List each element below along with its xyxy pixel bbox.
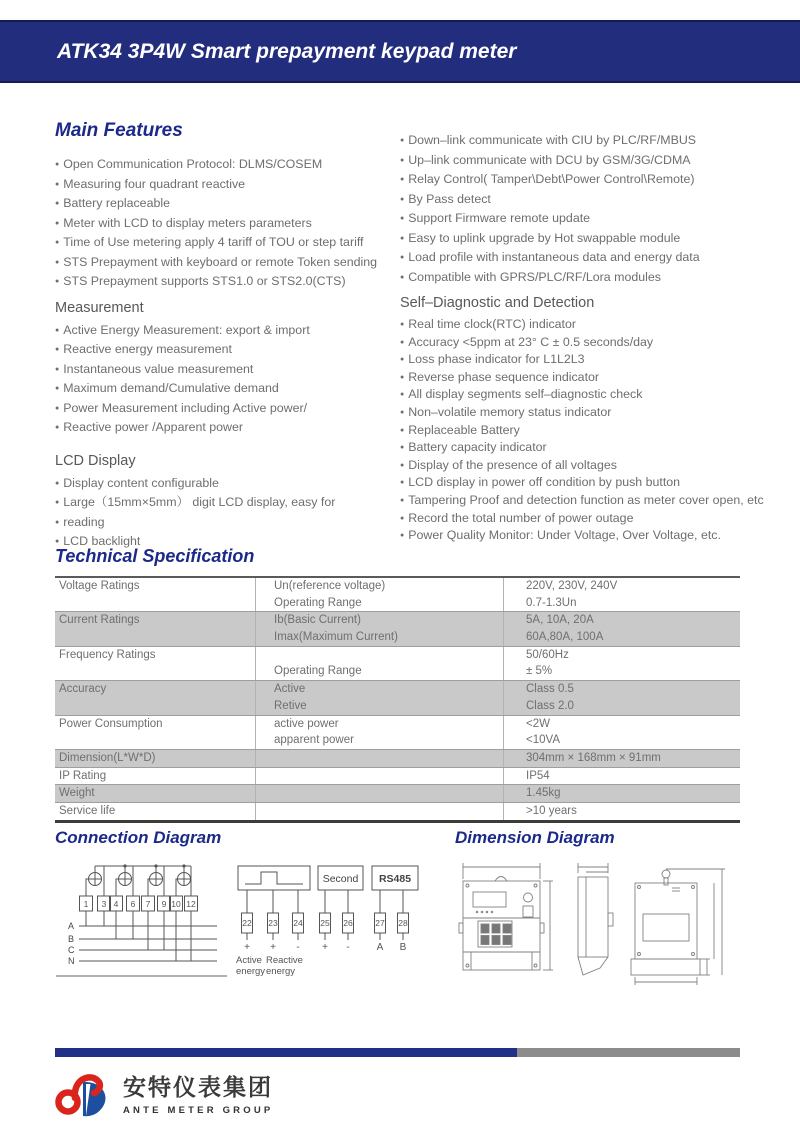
spec-cell: [55, 698, 255, 715]
phase-label: B: [68, 934, 75, 944]
pulse-label-active: Active energy: [236, 955, 266, 977]
right-column: [400, 131, 785, 545]
feature-item: [55, 360, 403, 380]
spec-row: [55, 663, 740, 680]
bullet-icon: ●: [400, 338, 405, 346]
spec-cell: ± 5%: [503, 663, 740, 680]
feature-text: Battery replaceable: [63, 196, 170, 210]
feature-item: [55, 194, 403, 214]
feature-item: [400, 474, 785, 492]
terminal-number: 23: [268, 918, 278, 928]
feature-item: [55, 418, 403, 438]
output-box-labels: [323, 873, 412, 885]
bullet-icon: ●: [400, 321, 405, 328]
feature-text: Real time clock(RTC) indicator: [408, 317, 577, 331]
spec-row: [55, 612, 740, 629]
sign-label: -: [296, 942, 300, 953]
spec-cell: Power Consumption: [59, 717, 163, 730]
terminal-number: 22: [242, 918, 252, 928]
feature-item: [400, 439, 785, 457]
spec-cell: Current Ratings: [59, 614, 140, 627]
terminal-number: 12: [186, 899, 196, 909]
bullet-icon: ●: [55, 404, 60, 412]
spec-group: [55, 803, 740, 820]
spec-cell: [255, 647, 503, 664]
bullet-icon: ●: [400, 215, 405, 222]
main-features-left-list: [55, 155, 403, 292]
spec-cell: apparent power: [255, 732, 503, 749]
bullet-icon: ●: [55, 385, 60, 392]
spec-cell: [255, 803, 503, 820]
spec-cell: Active: [255, 681, 503, 698]
feature-text: Reactive power /Apparent power: [63, 420, 243, 434]
terminal-number: 26: [343, 918, 353, 928]
wiring-lines: [79, 866, 217, 961]
sign-label: B: [399, 942, 407, 953]
spec-cell: 0.7-1.3Un: [503, 595, 740, 612]
bullet-icon: ●: [55, 161, 60, 168]
sign-label: -: [346, 942, 350, 953]
spec-group: [55, 647, 740, 680]
sign-label: A: [376, 942, 384, 953]
page-title: ATK34 3P4W Smart prepayment keypad meter: [57, 39, 517, 63]
spec-cell: Voltage Ratings: [59, 580, 140, 592]
feature-item: [400, 190, 785, 210]
feature-item: [55, 253, 403, 273]
bullet-icon: ●: [55, 424, 60, 431]
pulse-wave-icon: [245, 872, 303, 884]
feature-item: [400, 404, 785, 422]
spec-row: [55, 768, 740, 785]
bullet-icon: ●: [55, 258, 60, 266]
header-bar: [0, 20, 800, 83]
spec-row: [55, 803, 740, 820]
bullet-icon: ●: [400, 479, 405, 487]
spec-group: [55, 611, 740, 646]
terminal-number: 3: [101, 899, 107, 909]
terminal-number: 27: [375, 918, 385, 928]
spec-cell: 1.45kg: [503, 785, 740, 802]
spec-cell: Operating Range: [255, 663, 503, 680]
feature-text: Maximum demand/Cumulative demand: [63, 381, 279, 395]
bullet-icon: ●: [400, 408, 405, 416]
feature-item: [400, 369, 785, 387]
lcd-display-heading: LCD Display: [55, 452, 136, 469]
polarity-signs: [244, 942, 407, 953]
main-features-right-list: [400, 131, 785, 287]
feature-item: [55, 155, 403, 175]
sign-label: +: [322, 942, 328, 953]
spec-row: [55, 629, 740, 646]
logo-english-name: ANTE METER GROUP: [123, 1104, 274, 1116]
feature-item: [55, 272, 403, 292]
feature-text: Instantaneous value measurement: [63, 361, 254, 376]
connection-diagram-heading: Connection Diagram: [55, 828, 222, 847]
ante-logo-icon: [55, 1066, 115, 1118]
feature-item: [55, 399, 403, 419]
footer-rule: [55, 1048, 740, 1057]
footer-rule-blue: [55, 1048, 517, 1057]
logo-text: [123, 1069, 273, 1116]
feature-item: [400, 351, 785, 369]
feature-text: Support Firmware remote update: [408, 211, 591, 225]
measurement-heading: Measurement: [55, 299, 144, 316]
spec-cell: Frequency Ratings: [59, 648, 156, 661]
terminal-number: 6: [130, 899, 136, 909]
phase-label: A: [68, 921, 75, 931]
footer-rule-gray: [517, 1048, 740, 1057]
sign-label: +: [270, 942, 276, 953]
terminal-number: 9: [161, 899, 167, 909]
feature-text: Non–volatile memory status indicator: [408, 404, 612, 419]
spec-row: [55, 595, 740, 612]
bullet-icon: ●: [400, 391, 405, 399]
spec-cell: Class 0.5: [503, 681, 740, 698]
feature-item: [55, 474, 403, 494]
spec-row: [55, 750, 740, 767]
feature-text: Load profile with instantaneous data and energy data: [408, 250, 700, 264]
feature-text: Up–link communicate with DCU by GSM/3G/CDMA: [408, 152, 691, 167]
feature-text: Open Communication Protocol: DLMS/COSEM: [63, 157, 323, 171]
spec-cell: [55, 629, 255, 646]
feature-text: Time of Use metering apply 4 tariff of TOU or step tariff: [63, 235, 364, 249]
spec-group: [55, 784, 740, 803]
feature-text: Power Quality Monitor: Under Voltage, Over Voltage, etc.: [408, 528, 721, 543]
feature-item: [400, 457, 785, 475]
feature-text: Loss phase indicator for L1L2L3: [408, 352, 585, 367]
feature-item: [400, 422, 785, 440]
feature-item: [400, 131, 785, 151]
feature-text: Accuracy <5ppm at 23° C ± 0.5 seconds/day: [408, 334, 654, 349]
feature-item: [55, 340, 403, 360]
bullet-icon: ●: [400, 137, 405, 144]
terminal-number: 25: [320, 918, 330, 928]
bullet-icon: ●: [400, 496, 405, 504]
spec-group: [55, 768, 740, 785]
spec-row: [55, 716, 740, 733]
sign-label: +: [244, 942, 250, 953]
bullet-icon: ●: [400, 356, 405, 364]
bullet-icon: ●: [400, 273, 405, 281]
bullet-icon: ●: [400, 532, 405, 540]
feature-text: Battery capacity indicator: [408, 440, 547, 455]
spec-cell: Dimension(L*W*D): [59, 751, 156, 764]
spec-cell: Weight: [59, 787, 95, 800]
terminal-number: 28: [398, 918, 408, 928]
meter-side-view: [578, 863, 613, 975]
spec-cell: 220V, 230V, 240V: [503, 578, 740, 595]
spec-group: [55, 749, 740, 768]
feature-text: STS Prepayment with keyboard or remote Token sending: [63, 254, 378, 269]
bullet-icon: ●: [55, 518, 60, 526]
main-features-heading: Main Features: [55, 120, 183, 141]
bullet-icon: ●: [400, 444, 405, 452]
feature-item: [55, 175, 403, 195]
feature-item: [55, 513, 403, 533]
spec-row: [55, 681, 740, 698]
phase-label: N: [68, 956, 75, 966]
spec-cell: [55, 595, 255, 612]
spec-row: [55, 698, 740, 715]
terminal-number: 7: [145, 899, 151, 909]
spec-row: [55, 732, 740, 749]
logo-chinese-name: 安特仪表集团: [123, 1073, 273, 1100]
feature-text: Meter with LCD to display meters parameters: [63, 215, 312, 230]
feature-item: [55, 493, 403, 513]
feature-item: [400, 170, 785, 190]
feature-item: [55, 321, 403, 341]
feature-item: [400, 209, 785, 229]
feature-text: Replaceable Battery: [408, 422, 520, 437]
spec-table: [55, 576, 740, 823]
bullet-icon: ●: [55, 479, 60, 487]
feature-item: [400, 316, 785, 334]
feature-text: By Pass detect: [408, 191, 491, 206]
feature-text: Reactive energy measurement: [63, 342, 232, 356]
feature-text: Large（15mm×5mm） digit LCD display, easy for: [63, 495, 336, 509]
spec-cell: Ib(Basic Current): [255, 612, 503, 629]
spec-cell: Imax(Maximum Current): [255, 629, 503, 646]
spec-row: [55, 785, 740, 802]
phase-label: C: [68, 945, 75, 955]
spec-cell: <10VA: [503, 732, 740, 749]
bullet-icon: ●: [400, 426, 405, 434]
feature-item: [400, 510, 785, 528]
feature-text: Display content configurable: [63, 475, 219, 490]
feature-text: Power Measurement including Active power/: [63, 400, 308, 415]
phase-labels: [68, 921, 75, 966]
feature-text: STS Prepayment supports STS1.0 or STS2.0(CTS): [63, 274, 346, 288]
feature-text: LCD display in power off condition by push button: [408, 475, 681, 490]
second-label: Second: [322, 873, 359, 885]
spec-cell: Operating Range: [255, 595, 503, 612]
dimension-diagram-svg: [450, 855, 775, 990]
spec-cell: [255, 785, 503, 802]
terminal-number: 4: [113, 899, 119, 909]
feature-item: [400, 248, 785, 268]
terminal-number: 10: [171, 899, 181, 909]
bullet-icon: ●: [55, 200, 60, 207]
bullet-icon: ●: [400, 176, 405, 183]
spec-cell: IP54: [503, 768, 740, 785]
feature-text: Tampering Proof and detection function as meter cover open, etc: [408, 492, 764, 507]
spec-cell: 304mm × 168mm × 91mm: [503, 750, 740, 767]
feature-item: [400, 492, 785, 510]
feature-item: [400, 334, 785, 352]
spec-cell: [255, 768, 503, 785]
spec-cell: Retive: [255, 698, 503, 715]
self-diagnostic-list: [400, 316, 785, 545]
rs485-label: RS485: [378, 873, 412, 885]
feature-item: [55, 214, 403, 234]
feature-text: Active Energy Measurement: export & import: [63, 322, 310, 337]
spec-cell: Class 2.0: [503, 698, 740, 715]
feature-item: [400, 386, 785, 404]
feature-text: Reverse phase sequence indicator: [408, 369, 600, 384]
dimension-diagram-heading: Dimension Diagram: [455, 828, 615, 847]
bullet-icon: ●: [400, 514, 405, 522]
measurement-list: [55, 321, 403, 438]
spec-cell: IP Rating: [59, 769, 107, 782]
spec-cell: active power: [255, 716, 503, 733]
spec-row: [55, 578, 740, 595]
pulse-label-reactive: Reactive energy: [266, 955, 303, 977]
bullet-icon: ●: [400, 234, 405, 242]
feature-text: Display of the presence of all voltages: [408, 457, 617, 472]
bullet-icon: ●: [400, 373, 405, 381]
feature-text: reading: [63, 514, 105, 529]
spec-cell: 5A, 10A, 20A: [503, 612, 740, 629]
feature-item: [400, 229, 785, 249]
left-column: [55, 120, 403, 552]
bullet-icon: ●: [400, 156, 405, 164]
spec-group: [55, 578, 740, 611]
connection-diagram-svg: [55, 853, 445, 1001]
spec-cell: [255, 750, 503, 767]
spec-cell: Un(reference voltage): [255, 578, 503, 595]
spec-cell: [55, 663, 255, 680]
pulse-output-box: [238, 866, 310, 940]
bullet-icon: ●: [55, 346, 60, 353]
bullet-icon: ●: [55, 538, 60, 545]
spec-cell: [55, 732, 255, 749]
spec-cell: Service life: [59, 804, 116, 817]
feature-text: LCD backlight: [63, 534, 141, 548]
bullet-icon: ●: [55, 239, 60, 246]
feature-item: [400, 151, 785, 171]
bullet-icon: ●: [55, 180, 60, 188]
bullet-icon: ●: [55, 499, 60, 506]
meter-front-view: [459, 863, 553, 970]
dimension-diagram: [450, 855, 775, 990]
feature-item: [55, 233, 403, 253]
bullet-icon: ●: [400, 461, 405, 469]
feature-text: Record the total number of power outage: [408, 510, 634, 525]
bullet-icon: ●: [55, 365, 60, 373]
feature-item: [400, 527, 785, 545]
meter-back-view: [631, 869, 725, 985]
bullet-icon: ●: [400, 254, 405, 261]
self-diagnostic-heading: Self–Diagnostic and Detection: [400, 295, 595, 311]
company-logo: [55, 1066, 273, 1118]
spec-cell: 60A,80A, 100A: [503, 629, 740, 646]
spec-cell: Accuracy: [59, 683, 107, 696]
bullet-icon: ●: [55, 278, 60, 285]
connection-diagram: [55, 853, 445, 1001]
spec-row: [55, 647, 740, 664]
feature-item: [400, 268, 785, 288]
feature-text: Easy to uplink upgrade by Hot swappable module: [408, 230, 681, 245]
spec-cell: <2W: [503, 716, 740, 733]
technical-specification-heading: Technical Specification: [55, 546, 255, 566]
bullet-icon: ●: [400, 195, 405, 203]
terminal-number: 1: [83, 899, 89, 909]
feature-text: All display segments self–diagnostic check: [408, 387, 643, 402]
feature-text: Down–link communicate with CIU by PLC/RF/MBUS: [408, 133, 697, 147]
bullet-icon: ●: [55, 219, 60, 227]
spec-table-body: [55, 578, 740, 820]
spec-group: [55, 716, 740, 749]
spec-cell: >10 years: [503, 803, 740, 820]
terminal-number: 24: [293, 918, 303, 928]
lcd-display-list: [55, 474, 403, 552]
bullet-icon: ●: [55, 326, 60, 334]
feature-text: Relay Control( Tamper\Debt\Power Control\Remote): [408, 172, 695, 186]
spec-group: [55, 680, 740, 715]
spec-cell: 50/60Hz: [503, 647, 740, 664]
feature-item: [55, 379, 403, 399]
feature-text: Measuring four quadrant reactive: [63, 176, 246, 191]
feature-text: Compatible with GPRS/PLC/RF/Lora modules: [408, 269, 661, 284]
